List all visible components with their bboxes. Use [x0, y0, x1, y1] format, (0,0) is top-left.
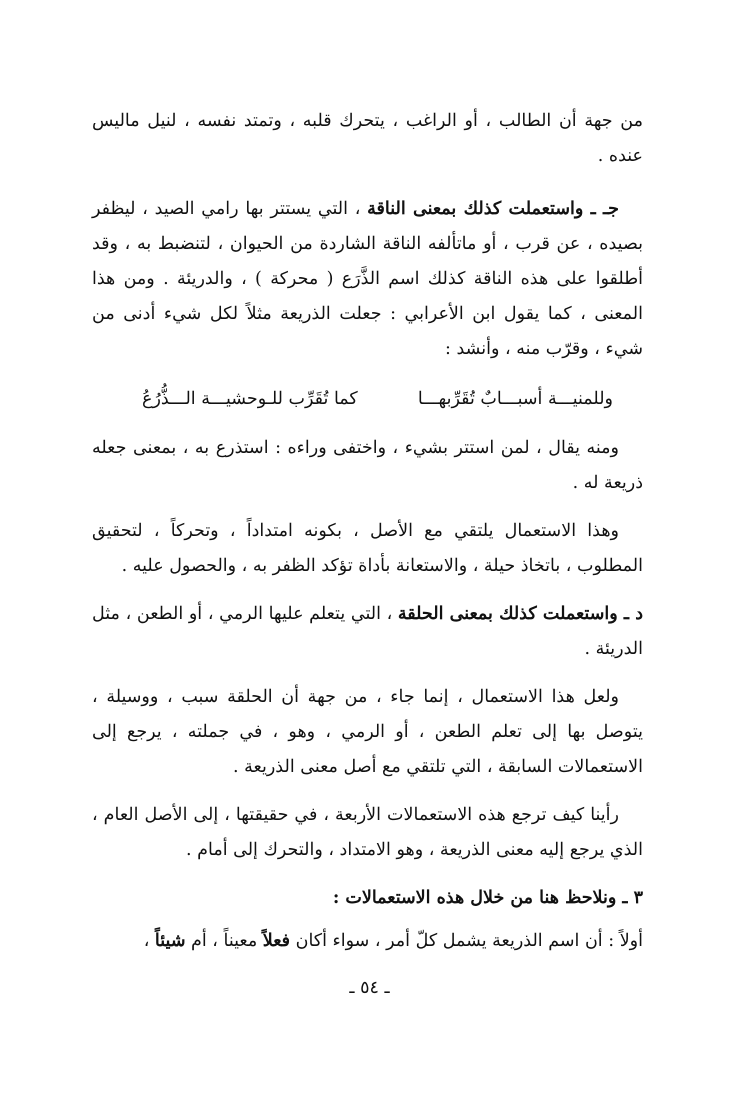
paragraph-7: رأينا كيف ترجع هذه الاستعمالات الأربعة ، في حقيقتها ، إلى الأصل العام ، الذي يرجع إليه معنى الذريعة ، وهو الامتداد ، والتحرك إلى أمام .	[92, 805, 643, 860]
section-heading-dal: د ـ واستعملت كذلك بمعنى الحلقة	[397, 604, 643, 624]
paragraph-4: وهذا الاستعمال يلتقي مع الأصل ، بكونه امتداداً ، وتحركاً ، لتحقيق المطلوب ، باتخاذ حيلة ، والاستعانة بأداة تؤكد الظفر به ، والحصول عليه .	[92, 521, 643, 576]
body-text	[92, 104, 643, 972]
paragraph-8-bold-1: فعلاً	[262, 931, 291, 951]
paragraph-3: ومنه يقال ، لمن استتر بشيء ، واختفى وراءه : استذرع به ، بمعنى جعله ذريعة له .	[92, 438, 643, 493]
paragraph-2-text: ، التي يستتر بها رامي الصيد ، ليظفر بصيده ، عن قرب ، أو ماتألفه الناقة الشاردة من الحيوان ، لتنضبط به ، وقد أطلقوا على هذه الناقة كذلك اسم الذَّرَع ( محركة ) ، والدريئة . ومن هذا المعنى ، كما يقول ابن الأعرابي : جعلت الذريعة مثلاً لكل شيء أدنى من شيء ، وقرّب منه ، وأنشد :	[92, 199, 643, 359]
paragraph-8-text-c: معيناً ، أم	[185, 931, 263, 951]
paragraph-8-text-d: ،	[143, 931, 155, 951]
page-number: ـ ٥٤ ـ	[349, 978, 390, 998]
paragraph-5-text: ، التي يتعلم عليها الرمي ، أو الطعن ، مثل الدريئة .	[92, 604, 643, 659]
paragraph-5	[92, 597, 643, 667]
verse-second-hemistich: كما تُقَرِّب للـوحشيـــة الـــذُّرُعُ	[142, 389, 358, 409]
paragraph-1: من جهة أن الطالب ، أو الراغب ، يتحرك قلبه ، وتمتد نفسه ، لنيل ماليس عنده .	[92, 111, 643, 166]
section-heading-jeem: جـ ـ واستعملت كذلك بمعنى الناقة	[367, 199, 619, 219]
section-heading-3: ٣ ـ ونلاحظ هنا من خلال هذه الاستعمالات :	[332, 888, 643, 908]
paragraph-8	[92, 924, 643, 959]
paragraph-8-bold-2: شيئاً	[154, 931, 186, 951]
verse-first-hemistich: وللمنيـــة أسبـــابٌ تُقَرِّبهـــا	[417, 389, 613, 409]
poetry-verse	[92, 380, 643, 417]
paragraph-8-text-a: أولاً : أن اسم الذريعة يشمل كلّ أمر ، سواء أكان	[290, 931, 643, 951]
paragraph-6: ولعل هذا الاستعمال ، إنما جاء ، من جهة أن الحلقة سبب ، ووسيلة ، يتوصل بها إلى تعلم الطعن ، أو الرمي ، وهو ، في جملته ، يرجع إلى الاستعمالات السابقة ، التي تلتقي مع أصل معنى الذريعة .	[92, 687, 643, 777]
paragraph-2	[92, 192, 643, 367]
